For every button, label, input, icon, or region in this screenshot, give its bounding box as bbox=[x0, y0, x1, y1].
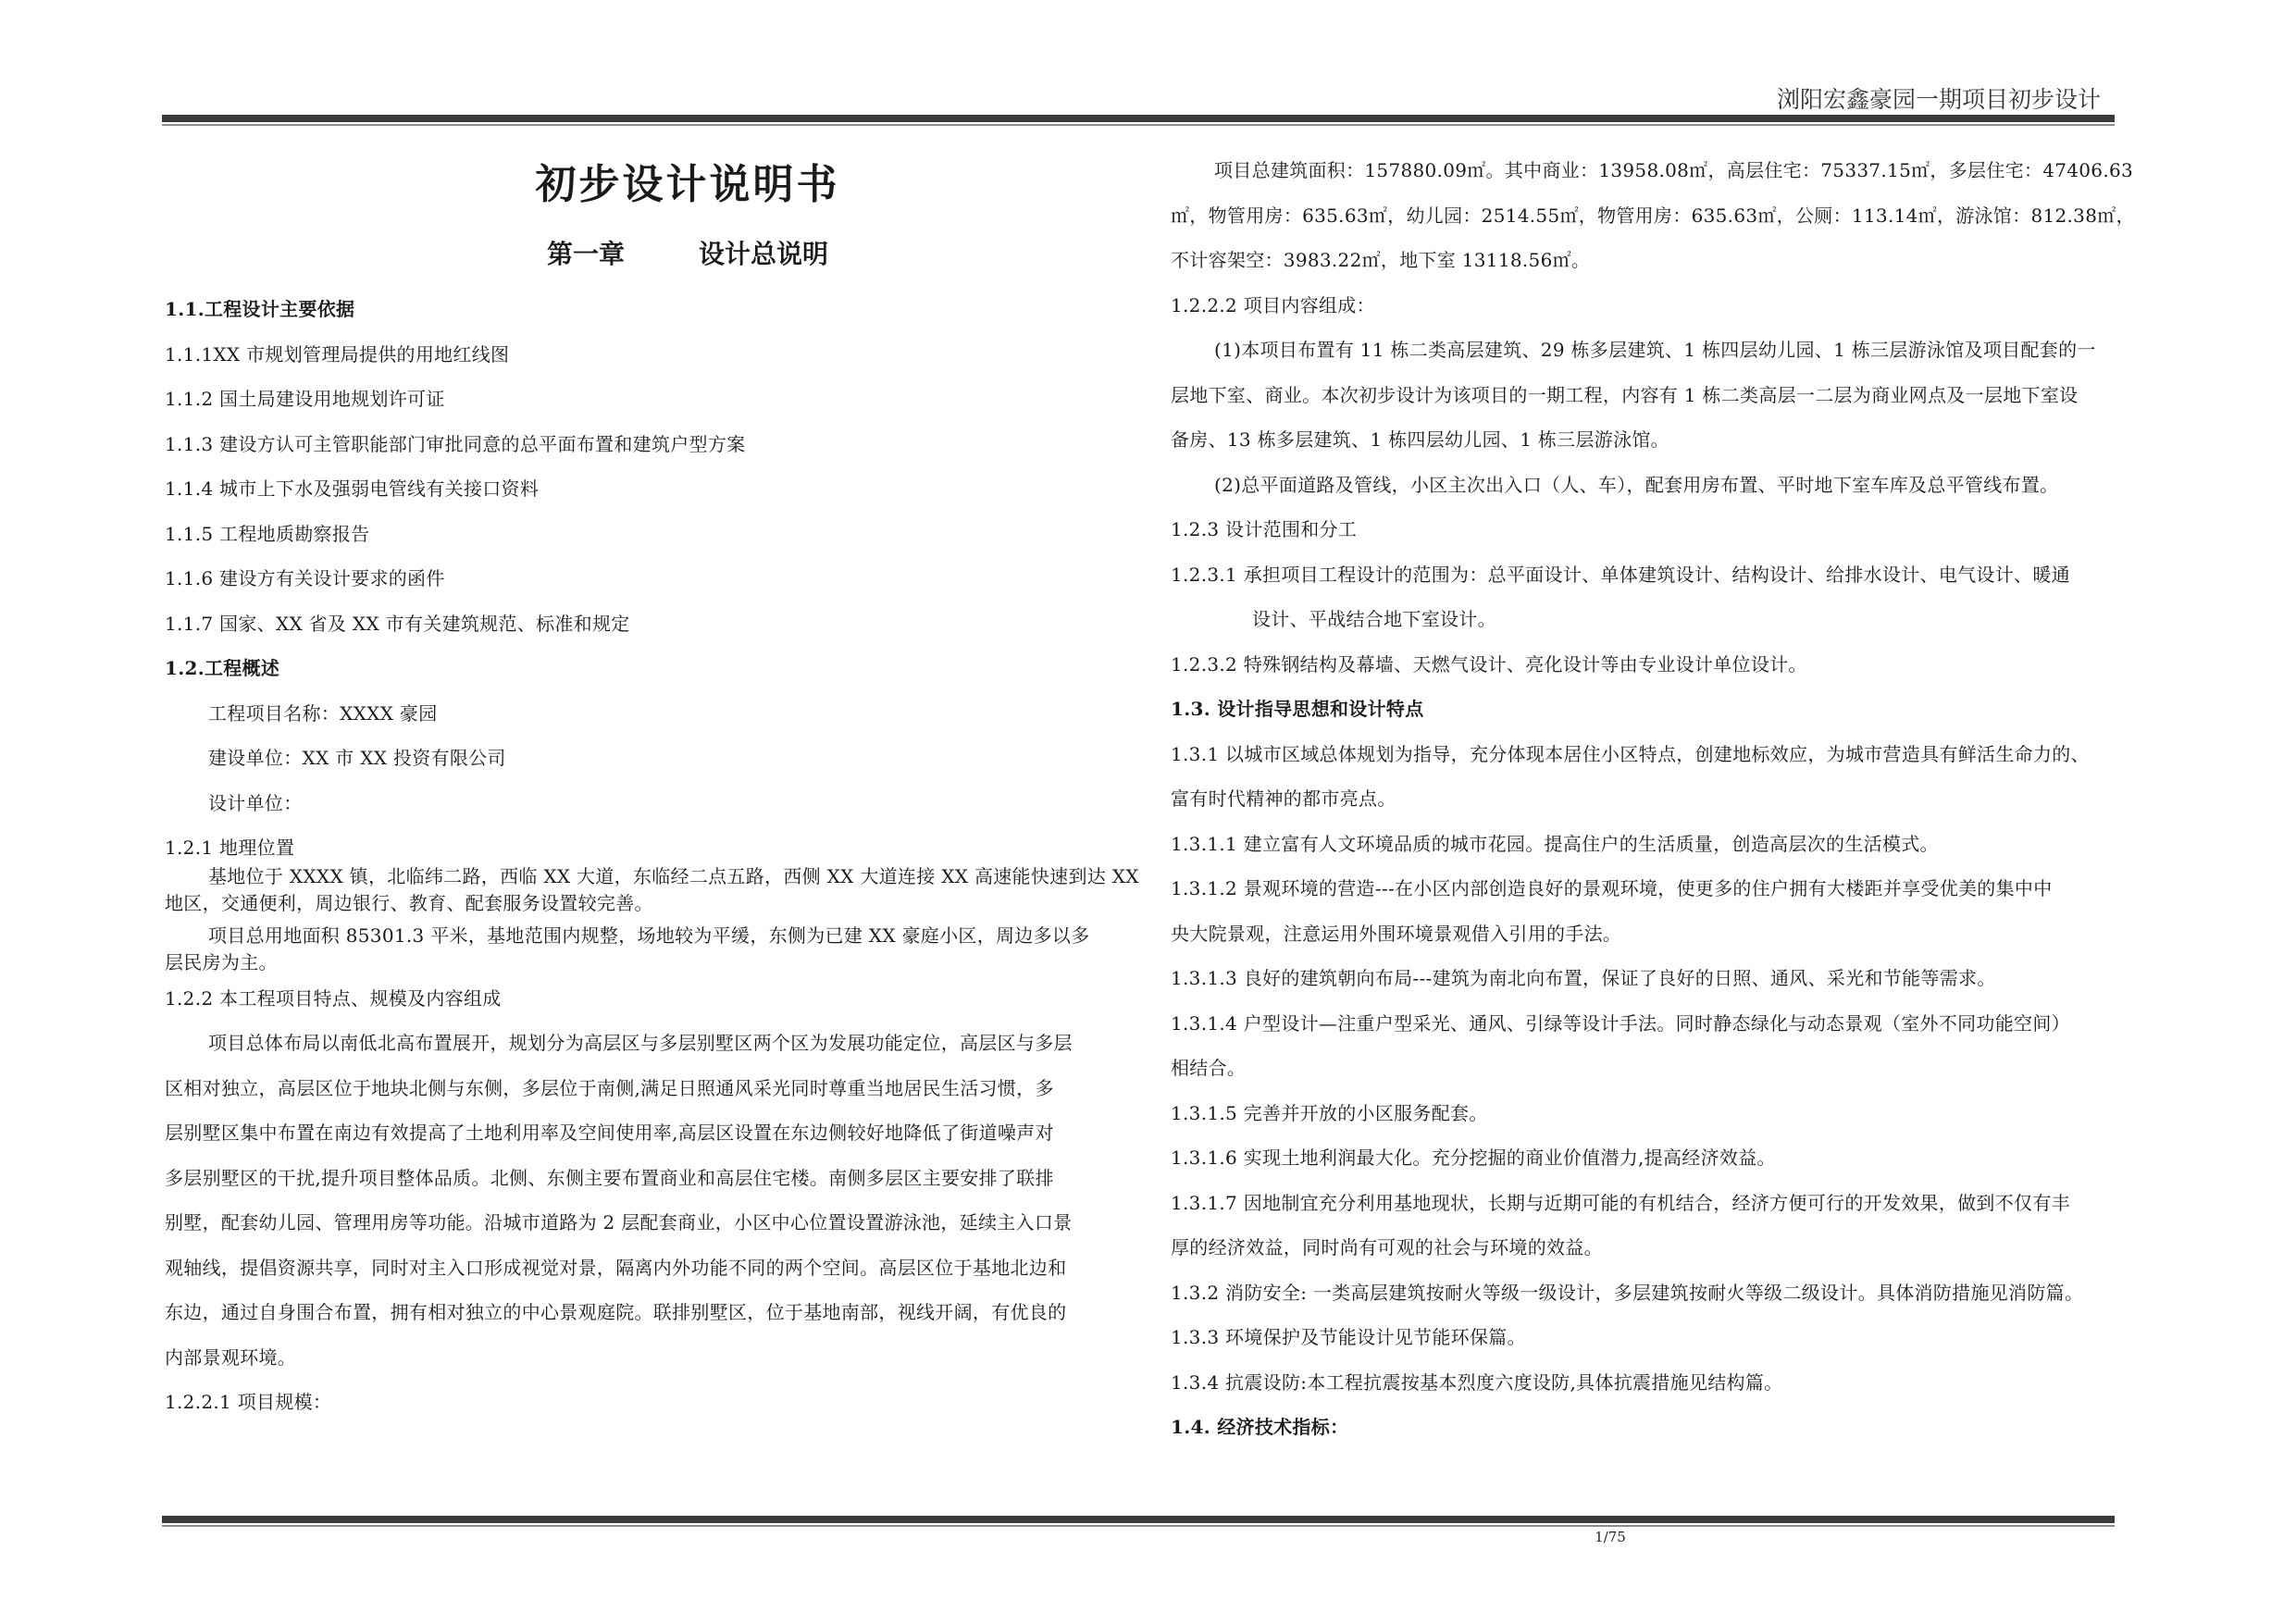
footer-rule bbox=[162, 1516, 2115, 1523]
list-item: 1.1.5 工程地质勘察报告 bbox=[165, 522, 370, 545]
paragraph-line: 别墅，配套幼儿园、管理用房等功能。沿城市道路为 2 层配套商业，小区中心位置设置游泳池，延续主入口景 bbox=[165, 1211, 1073, 1233]
paragraph-line: 东边，通过自身围合布置，拥有相对独立的中心景观庭院。联排别墅区，位于基地南部，视线开阔，有优良的 bbox=[165, 1301, 1067, 1323]
paragraph-line: 1.3.1 以城市区域总体规划为指导，充分体现本居住小区特点，创建地标效应，为城市营造具有鲜活生命力的、 bbox=[1171, 742, 2090, 765]
subsection-heading: 1.2.3 设计范围和分工 bbox=[1171, 518, 1358, 540]
paragraph-line: 备房、13 栋多层建筑、1 栋四层幼儿园、1 栋三层游泳馆。 bbox=[1171, 428, 1669, 451]
paragraph-line: 央大院景观，注意运用外围环境景观借入引用的手法。 bbox=[1171, 922, 1622, 945]
paragraph-line: 1.3.1.6 实现土地利润最大化。充分挖掘的商业价值潜力,提高经济效益。 bbox=[1171, 1147, 1776, 1169]
document-header-title: 浏阳宏鑫豪园一期项目初步设计 bbox=[1776, 86, 2101, 113]
chapter-heading bbox=[165, 222, 1136, 287]
footer-rule-thin bbox=[162, 1525, 2115, 1527]
subsection-heading: 1.2.1 地理位置 bbox=[165, 837, 295, 859]
builder-unit: 建设单位：XX 市 XX 投资有限公司 bbox=[208, 747, 506, 769]
paragraph-line: 1.3.1.3 良好的建筑朝向布局---建筑为南北向布置，保证了良好的日照、通风、采光和节能等需求。 bbox=[1171, 967, 1996, 989]
paragraph-line: 基地位于 XXXX 镇，北临纬二路，西临 XX 大道，东临经二点五路，西侧 XX 大道连接 XX 高速能快速到达 XX bbox=[208, 864, 1139, 887]
paragraph-line: 1.3.3 环境保护及节能设计见节能环保篇。 bbox=[1171, 1326, 1526, 1348]
right-column bbox=[1171, 148, 2142, 1450]
paragraph-line: 项目总建筑面积：157880.09㎡。其中商业：13958.08㎡，高层住宅：75337.15㎡，多层住宅：47406.63 bbox=[1214, 159, 2134, 181]
paragraph-line: 地区，交通便利，周边银行、教育、配套服务设置较完善。 bbox=[165, 891, 653, 914]
paragraph-line: 1.3.4 抗震设防:本工程抗震按基本烈度六度设防,具体抗震措施见结构篇。 bbox=[1171, 1370, 1783, 1394]
subsection-heading: 1.2.2.2 项目内容组成： bbox=[1171, 293, 1375, 316]
header-rule-thin bbox=[162, 124, 2115, 126]
paragraph-line: (1)本项目布置有 11 栋二类高层建筑、29 栋多层建筑、1 栋四层幼儿园、1 栋三层游泳馆及项目配套的一 bbox=[1214, 339, 2096, 361]
paragraph-line: 1.3.1.4 户型设计—注重户型采光、通风、引绿等设计手法。同时静态绿化与动态景观（室外不同功能空间） bbox=[1171, 1011, 2070, 1035]
paragraph-line: 相结合。 bbox=[1171, 1057, 1247, 1079]
paragraph-line: 厚的经济效益，同时尚有可观的社会与环境的效益。 bbox=[1171, 1236, 1603, 1258]
section-heading-1-4: 1.4. 经济技术指标： bbox=[1171, 1416, 1349, 1438]
paragraph-line: 内部景观环境。 bbox=[165, 1345, 297, 1369]
paragraph-line: 1.3.1.7 因地制宜充分利用基地现状，长期与近期可能的有机结合，经济方便可行的开发效果，做到不仅有丰 bbox=[1171, 1191, 2070, 1214]
left-column bbox=[165, 148, 1139, 1425]
paragraph-line: 多层别墅区的干扰,提升项目整体品质。北侧、东侧主要布置商业和高层住宅楼。南侧多层区主要安排了联排 bbox=[165, 1166, 1054, 1189]
section-heading-1-1: 1.1.工程设计主要依据 bbox=[165, 298, 355, 320]
project-name: 工程项目名称：XXXX 豪园 bbox=[208, 701, 438, 725]
list-item: 1.1.6 建设方有关设计要求的函件 bbox=[165, 567, 445, 589]
paragraph-line: 1.3.1.2 景观环境的营造---在小区内部创造良好的景观环境，使更多的住户拥有大楼距并享受优美的集中中 bbox=[1171, 877, 2053, 899]
paragraph-line: 富有时代精神的都市亮点。 bbox=[1171, 787, 1396, 810]
list-item: 1.1.1XX 市规划管理局提供的用地红线图 bbox=[165, 342, 510, 366]
list-item: 1.1.4 城市上下水及强弱电管线有关接口资料 bbox=[165, 477, 540, 500]
paragraph-line: 观轴线，提倡资源共享，同时对主入口形成视觉对景，隔离内外功能不同的两个空间。高层区位于基地北边和 bbox=[165, 1256, 1067, 1279]
list-item: 1.1.2 国土局建设用地规划许可证 bbox=[165, 388, 445, 410]
paragraph-line: 1.3.1.5 完善并开放的小区服务配套。 bbox=[1171, 1101, 1488, 1124]
subsection-heading: 1.2.2.1 项目规模： bbox=[165, 1391, 332, 1413]
paragraph-line: 层地下室、商业。本次初步设计为该项目的一期工程，内容有 1 栋二类高层一二层为商业网点及一层地下室设 bbox=[1171, 383, 2079, 406]
paragraph-line: 项目总体布局以南低北高布置展开，规划分为高层区与多层别墅区两个区为发展功能定位，高层区与多层 bbox=[208, 1032, 1073, 1054]
paragraph-line: 1.3.2 消防安全: 一类高层建筑按耐火等级一级设计，多层建筑按耐火等级二级设计。具体消防措施见消防篇。 bbox=[1171, 1281, 2084, 1304]
paragraph-line: 项目总用地面积 85301.3 平米，基地范围内规整，场地较为平缓，东侧为已建 XX 豪庭小区，周边多以多 bbox=[208, 924, 1090, 947]
paragraph-line: 不计容架空：3983.22㎡，地下室 13118.56㎡。 bbox=[1171, 249, 1591, 271]
paragraph-line: 1.3.1.1 建立富有人文环境品质的城市花园。提高住户的生活质量，创造高层次的生活模式。 bbox=[1171, 832, 1939, 855]
paragraph-line: 层民房为主。 bbox=[165, 950, 278, 973]
paragraph-line: 设计、平战结合地下室设计。 bbox=[1252, 608, 1496, 630]
section-heading-1-2: 1.2.工程概述 bbox=[165, 657, 280, 679]
paragraph-line: 1.2.3.2 特殊钢结构及幕墙、天燃气设计、亮化设计等由专业设计单位设计。 bbox=[1171, 652, 1807, 676]
paragraph-line: 区相对独立，高层区位于地块北侧与东侧，多层位于南侧,满足日照通风采光同时尊重当地居民生活习惯，多 bbox=[165, 1076, 1054, 1099]
paragraph-line: ㎡，物管用房：635.63㎡，幼儿园：2514.55㎡，物管用房：635.63㎡，公厕：113.14㎡，游泳馆：812.38㎡， bbox=[1171, 204, 2135, 227]
document-title: 初步设计说明书 bbox=[535, 161, 840, 208]
header-rule bbox=[162, 115, 2115, 122]
list-item: 1.1.7 国家、XX 省及 XX 市有关建筑规范、标准和规定 bbox=[165, 612, 630, 635]
design-unit: 设计单位： bbox=[208, 791, 303, 814]
subsection-heading: 1.2.2 本工程项目特点、规模及内容组成 bbox=[165, 986, 502, 1010]
chapter-name: 设计总说明 bbox=[699, 239, 829, 269]
page-number: 1/75 bbox=[1595, 1529, 1626, 1545]
list-item: 1.1.3 建设方认可主管职能部门审批同意的总平面布置和建筑户型方案 bbox=[165, 432, 746, 455]
paragraph-line: 1.2.3.1 承担项目工程设计的范围为：总平面设计、单体建筑设计、结构设计、给排水设计、电气设计、暖通 bbox=[1171, 563, 2070, 586]
paragraph-line: 层别墅区集中布置在南边有效提高了土地利用率及空间使用率,高层区设置在东边侧较好地降低了街道噪声对 bbox=[165, 1122, 1054, 1144]
section-heading-1-3: 1.3. 设计指导思想和设计特点 bbox=[1171, 698, 1424, 720]
paragraph-line: (2)总平面道路及管线，小区主次出入口（人、车），配套用房布置、平时地下室车库及总平管线布置。 bbox=[1214, 473, 2059, 496]
chapter-number: 第一章 bbox=[546, 239, 625, 269]
